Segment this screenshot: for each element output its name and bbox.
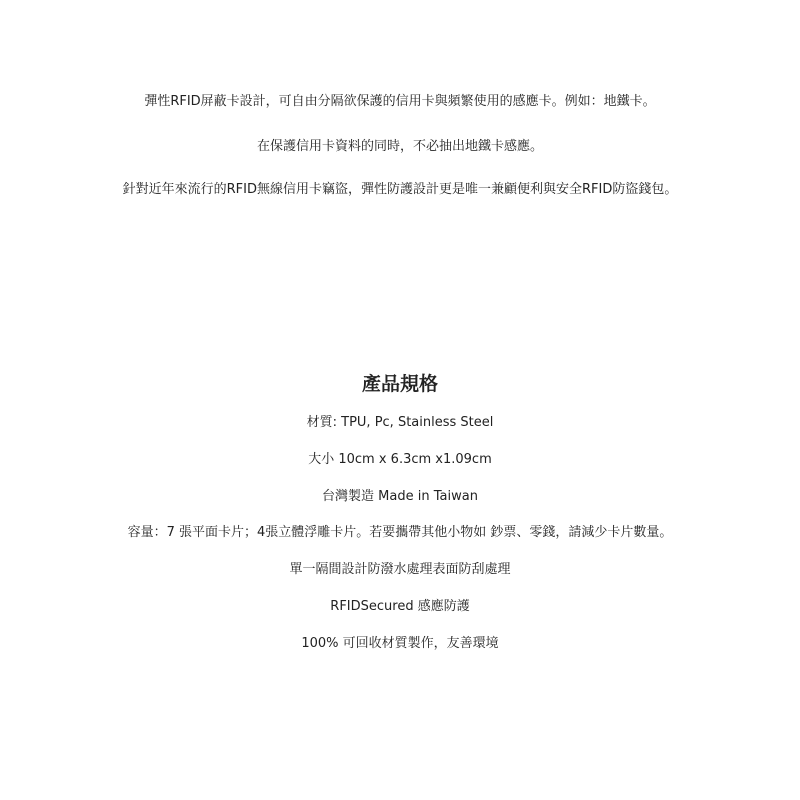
spec-section-title: 產品規格 bbox=[361, 373, 438, 395]
intro-paragraph-line-1: 彈性RFID屏蔽卡設計，可自由分隔欲保護的信用卡與頻繁使用的感應卡。例如：地鐵卡。 bbox=[144, 94, 656, 109]
intro-paragraph-line-2: 在保護信用卡資料的同時，不必抽出地鐵卡感應。 bbox=[256, 139, 543, 154]
spec-item-features: 單一隔間設計防潑水處理表面防刮處理 bbox=[289, 562, 511, 577]
intro-paragraph-line-3: 針對近年來流行的RFID無線信用卡竊盜，彈性防護設計更是唯一兼顧便利與安全RFID防盜錢包。 bbox=[122, 182, 678, 197]
spec-item-size: 大小 10cm x 6.3cm x1.09cm bbox=[308, 452, 492, 467]
spec-item-capacity: 容量：7 張平面卡片；4張立體浮雕卡片。若要攜帶其他小物如 鈔票、零錢，請減少卡片數量。 bbox=[127, 525, 673, 540]
spec-item-material: 材質: TPU, Pc, Stainless Steel bbox=[306, 415, 494, 430]
spec-item-recyclable: 100% 可回收材質製作，友善環境 bbox=[301, 636, 499, 651]
spec-item-rfid: RFIDSecured 感應防護 bbox=[330, 599, 470, 614]
spec-item-origin: 台灣製造 Made in Taiwan bbox=[322, 489, 478, 504]
